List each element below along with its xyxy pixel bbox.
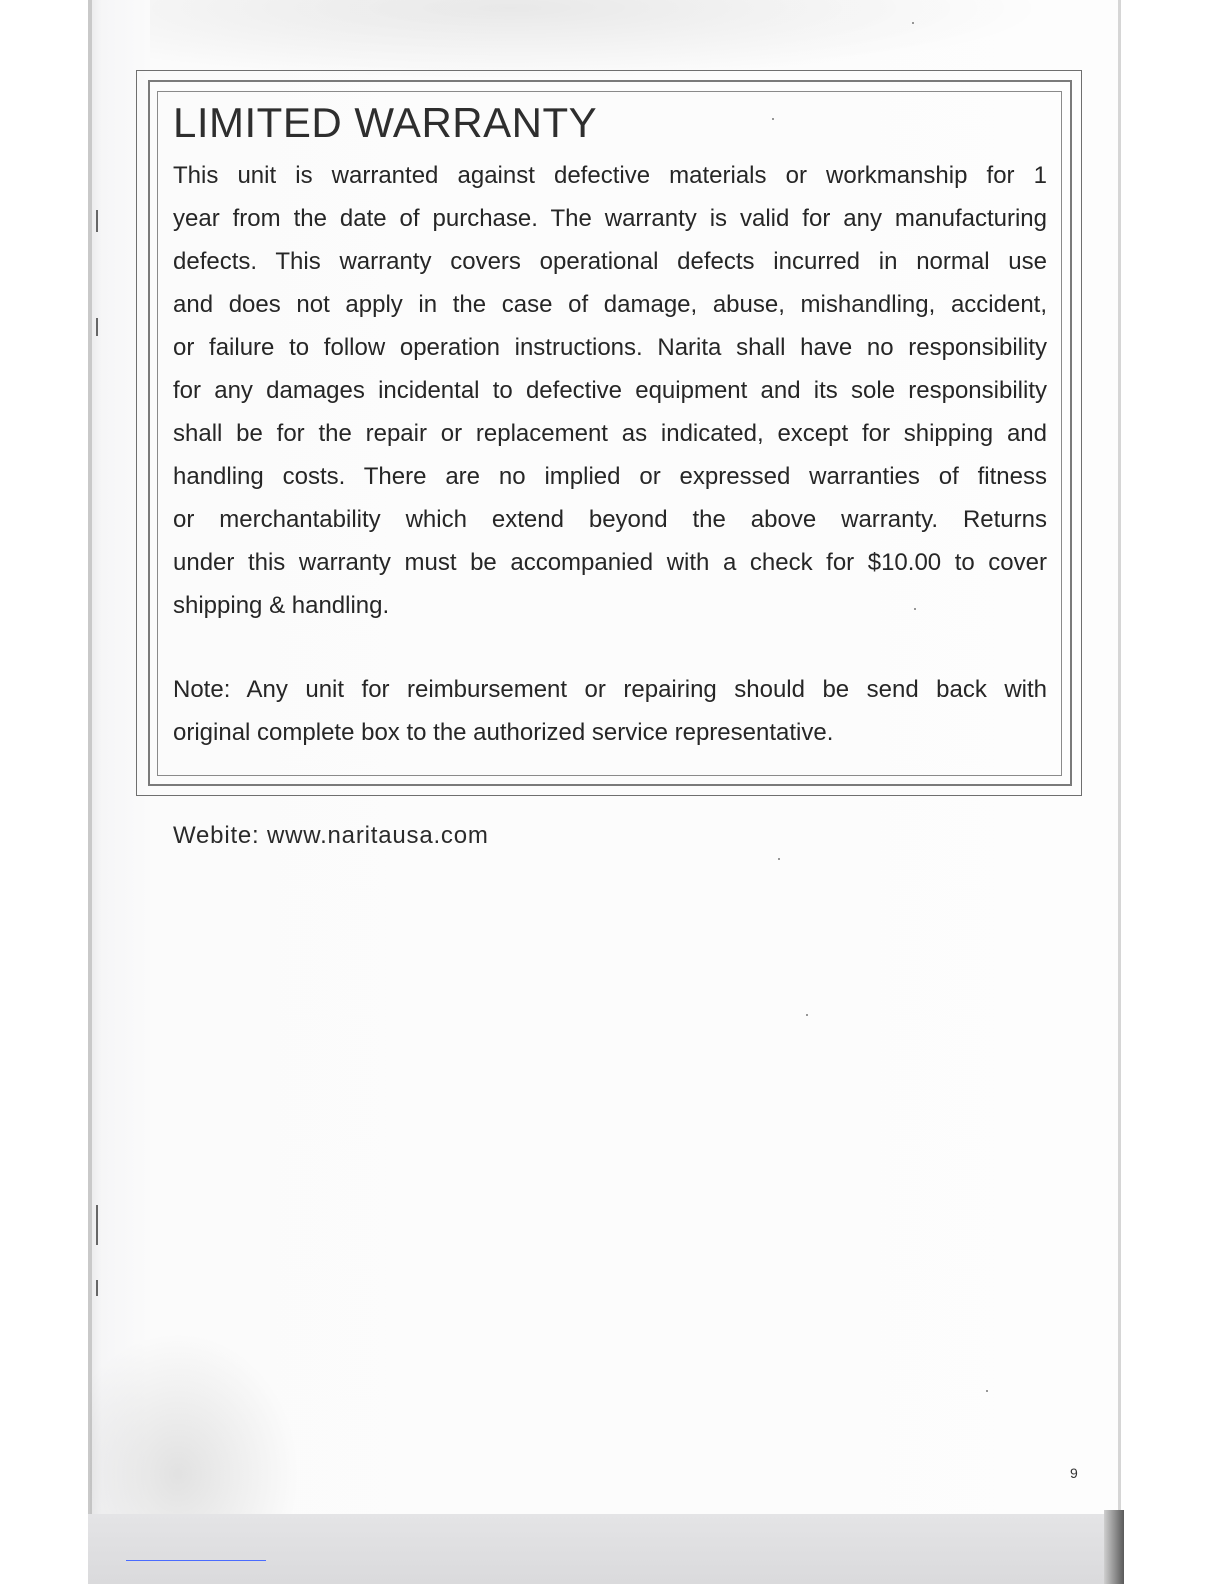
warranty-line: or merchantability which extend beyond the above warranty. Returns: [173, 506, 1047, 533]
binding-mark: [96, 1205, 98, 1245]
website-text: Webite: www.naritausa.com: [173, 822, 489, 849]
scan-speck: [986, 1390, 988, 1392]
warranty-line: year from the date of purchase. The warranty is valid for any manufacturing: [173, 205, 1047, 232]
warranty-line: shall be for the repair or replacement as indicated, except for shipping and: [173, 420, 1047, 447]
page-right-edge: [1118, 0, 1121, 1584]
scan-speck: [806, 1014, 808, 1016]
binding-mark: [96, 210, 98, 232]
warranty-line: for any damages incidental to defective equipment and its sole responsibility: [173, 377, 1047, 404]
warranty-line: or failure to follow operation instructions. Narita shall have no responsibility: [173, 334, 1047, 361]
scan-speck: [912, 22, 914, 24]
warranty-line: defects. This warranty covers operational defects incurred in normal use: [173, 248, 1047, 275]
page-number: 9: [1070, 1465, 1078, 1481]
scan-speck: [778, 858, 780, 860]
note-line: original complete box to the authorized service representative.: [173, 719, 834, 746]
warranty-body: [173, 154, 1047, 627]
scan-shadow-bottom: [90, 1320, 310, 1540]
warranty-line: shipping & handling.: [173, 592, 390, 619]
scanner-corner-shadow: [1104, 1510, 1124, 1584]
warranty-line: This unit is warranted against defective materials or workmanship for 1: [173, 162, 1047, 189]
warranty-line: and does not apply in the case of damage, abuse, mishandling, accident,: [173, 291, 1047, 318]
scan-artifact-line: [126, 1560, 266, 1561]
note-line: Note: Any unit for reimbursement or repairing should be send back with: [173, 676, 1047, 703]
warranty-line: handling costs. There are no implied or expressed warranties of fitness: [173, 463, 1047, 490]
scanner-bottom-strip: [88, 1514, 1124, 1584]
binding-mark: [96, 318, 98, 336]
warranty-title: LIMITED WARRANTY: [173, 99, 598, 146]
binding-mark: [96, 1280, 98, 1296]
warranty-note: [173, 668, 1047, 754]
warranty-line: under this warranty must be accompanied with a check for $10.00 to cover: [173, 549, 1047, 576]
scan-shadow-top: [150, 0, 1050, 80]
